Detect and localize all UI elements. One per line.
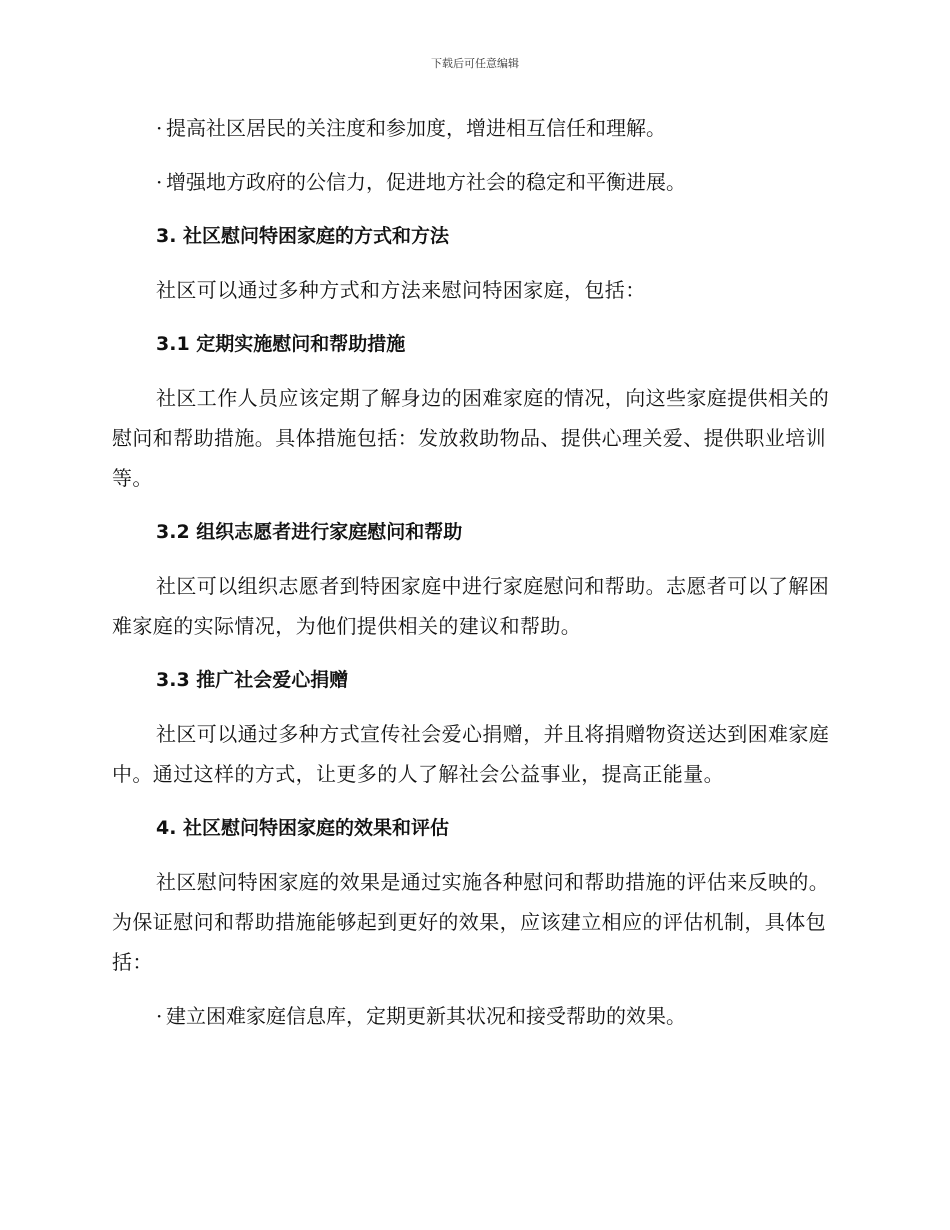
bullet-text: 增强地方政府的公信力，促进地方社会的稳定和平衡进展。 bbox=[166, 170, 686, 194]
bullet-dot: · bbox=[156, 170, 163, 194]
paragraph: 社区可以组织志愿者到特困家庭中进行家庭慰问和帮助。志愿者可以了解困难家庭的实际情况，为他们提供相关的建议和帮助。 bbox=[112, 574, 830, 638]
paragraph: 社区慰问特困家庭的效果是通过实施各种慰问和帮助措施的评估来反映的。为保证慰问和帮助措施能够起到更好的效果，应该建立相应的评估机制，具体包括： bbox=[112, 870, 830, 974]
bullet-text: 提高社区居民的关注度和参加度，增进相互信任和理解。 bbox=[166, 116, 666, 140]
paragraph: 社区可以通过多种方式宣传社会爱心捐赠，并且将捐赠物资送达到困难家庭中。通过这样的方式，让更多的人了解社会公益事业，提高正能量。 bbox=[112, 722, 830, 786]
bullet-item bbox=[112, 996, 832, 1036]
header-note: 下载后可任意编辑 bbox=[431, 57, 519, 70]
bullet-item bbox=[112, 162, 832, 202]
section-heading-3-2: 3.2 组织志愿者进行家庭慰问和帮助 bbox=[156, 521, 463, 543]
section-heading-3-1: 3.1 定期实施慰问和帮助措施 bbox=[156, 333, 406, 355]
paragraph: 社区可以通过多种方式和方法来慰问特困家庭，包括： bbox=[156, 278, 646, 302]
section-heading-4: 4. 社区慰问特困家庭的效果和评估 bbox=[156, 817, 450, 839]
bullet-text: 建立困难家庭信息库，定期更新其状况和接受帮助的效果。 bbox=[166, 1004, 686, 1028]
bullet-dot: · bbox=[156, 116, 163, 140]
section-heading-3: 3. 社区慰问特困家庭的方式和方法 bbox=[156, 225, 450, 247]
bullet-dot: · bbox=[156, 1004, 163, 1028]
paragraph: 社区工作人员应该定期了解身边的困难家庭的情况，向这些家庭提供相关的慰问和帮助措施。具体措施包括：发放救助物品、提供心理关爱、提供职业培训等。 bbox=[112, 386, 830, 490]
document-body bbox=[112, 108, 832, 1050]
section-heading-3-3: 3.3 推广社会爱心捐赠 bbox=[156, 669, 349, 691]
bullet-item bbox=[112, 108, 832, 148]
